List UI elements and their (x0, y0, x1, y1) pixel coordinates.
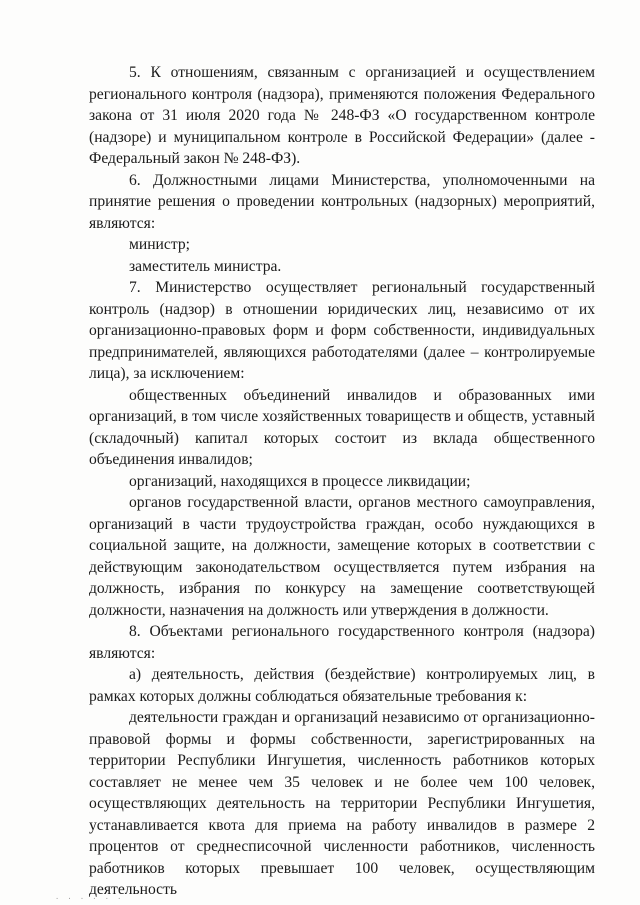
exception-disabled-associations: общественных объединений инвалидов и образованных ими организаций, в том числе хозяйственных товариществ и обществ, уставный (складочный) капитал которых состоит из вклада общественного объединения инвалидов; (89, 386, 595, 468)
paragraph-8-item-a: а) деятельность, действия (бездействие) контролируемых лиц, в рамках которых должны соблюдаться обязательные требования к: (89, 666, 595, 705)
paragraph-8-item-a-text: деятельности граждан и организаций независимо от организационно-правовой формы и формы собственности, зарегистрированных на территории Республики Ингушетия, численность работников которых составляет не менее чем 35 человек и не более чем 100 человек, осуществляющих деятельность на территории Республики Ингушетия, устанавливается квота для приема на работу инвалидов в размере 2 процентов от среднесписочной численности работников, численность работников которых превышает 100 человек, осуществляющим деятельность (89, 709, 595, 898)
exception-government-bodies: органов государственной власти, органов местного самоуправления, организаций в части трудоустройства граждан, особо нуждающихся в социальной защите, на должности, замещение которых в соответствии с действующим законодательством осуществляется путем избрания на должность, избрания по конкурсу на замещение соответствующей должности, назначения на должность или утверждения в должности. (89, 494, 595, 619)
paragraph-6: 6. Должностными лицами Министерства, уполномоченными на принятие решения о проведении контрольных (надзорных) мероприятий, являются: (89, 171, 595, 232)
exception-liquidation: организаций, находящихся в процессе ликвидации; (129, 472, 471, 490)
list-item-minister: министр; (129, 236, 190, 253)
paragraph-8: 8. Объектами регионального государственного контроля (надзора) являются: (89, 623, 595, 662)
list-item-deputy-minister: заместитель министра. (129, 257, 282, 275)
document-body (89, 62, 595, 901)
scan-artifact: · · · · · · (55, 895, 124, 903)
paragraph-5: 5. К отношениям, связанным с организацией и осуществлением регионального контроля (надзора), применяются положения Федерального закона от 31 июля 2020 года № 248-ФЗ «О государственном контроле (надзоре) и муниципальном контроле в Российской Федерации» (далее - Федеральный закон № 248-ФЗ). (89, 64, 595, 167)
paragraph-7: 7. Министерство осуществляет региональный государственный контроль (надзор) в отношении юридических лиц, независимо от их организационно-правовых форм и форм собственности, индивидуальных предпринимателей, являющихся работодателями (далее – контролируемые лица), за исключением: (89, 279, 595, 382)
